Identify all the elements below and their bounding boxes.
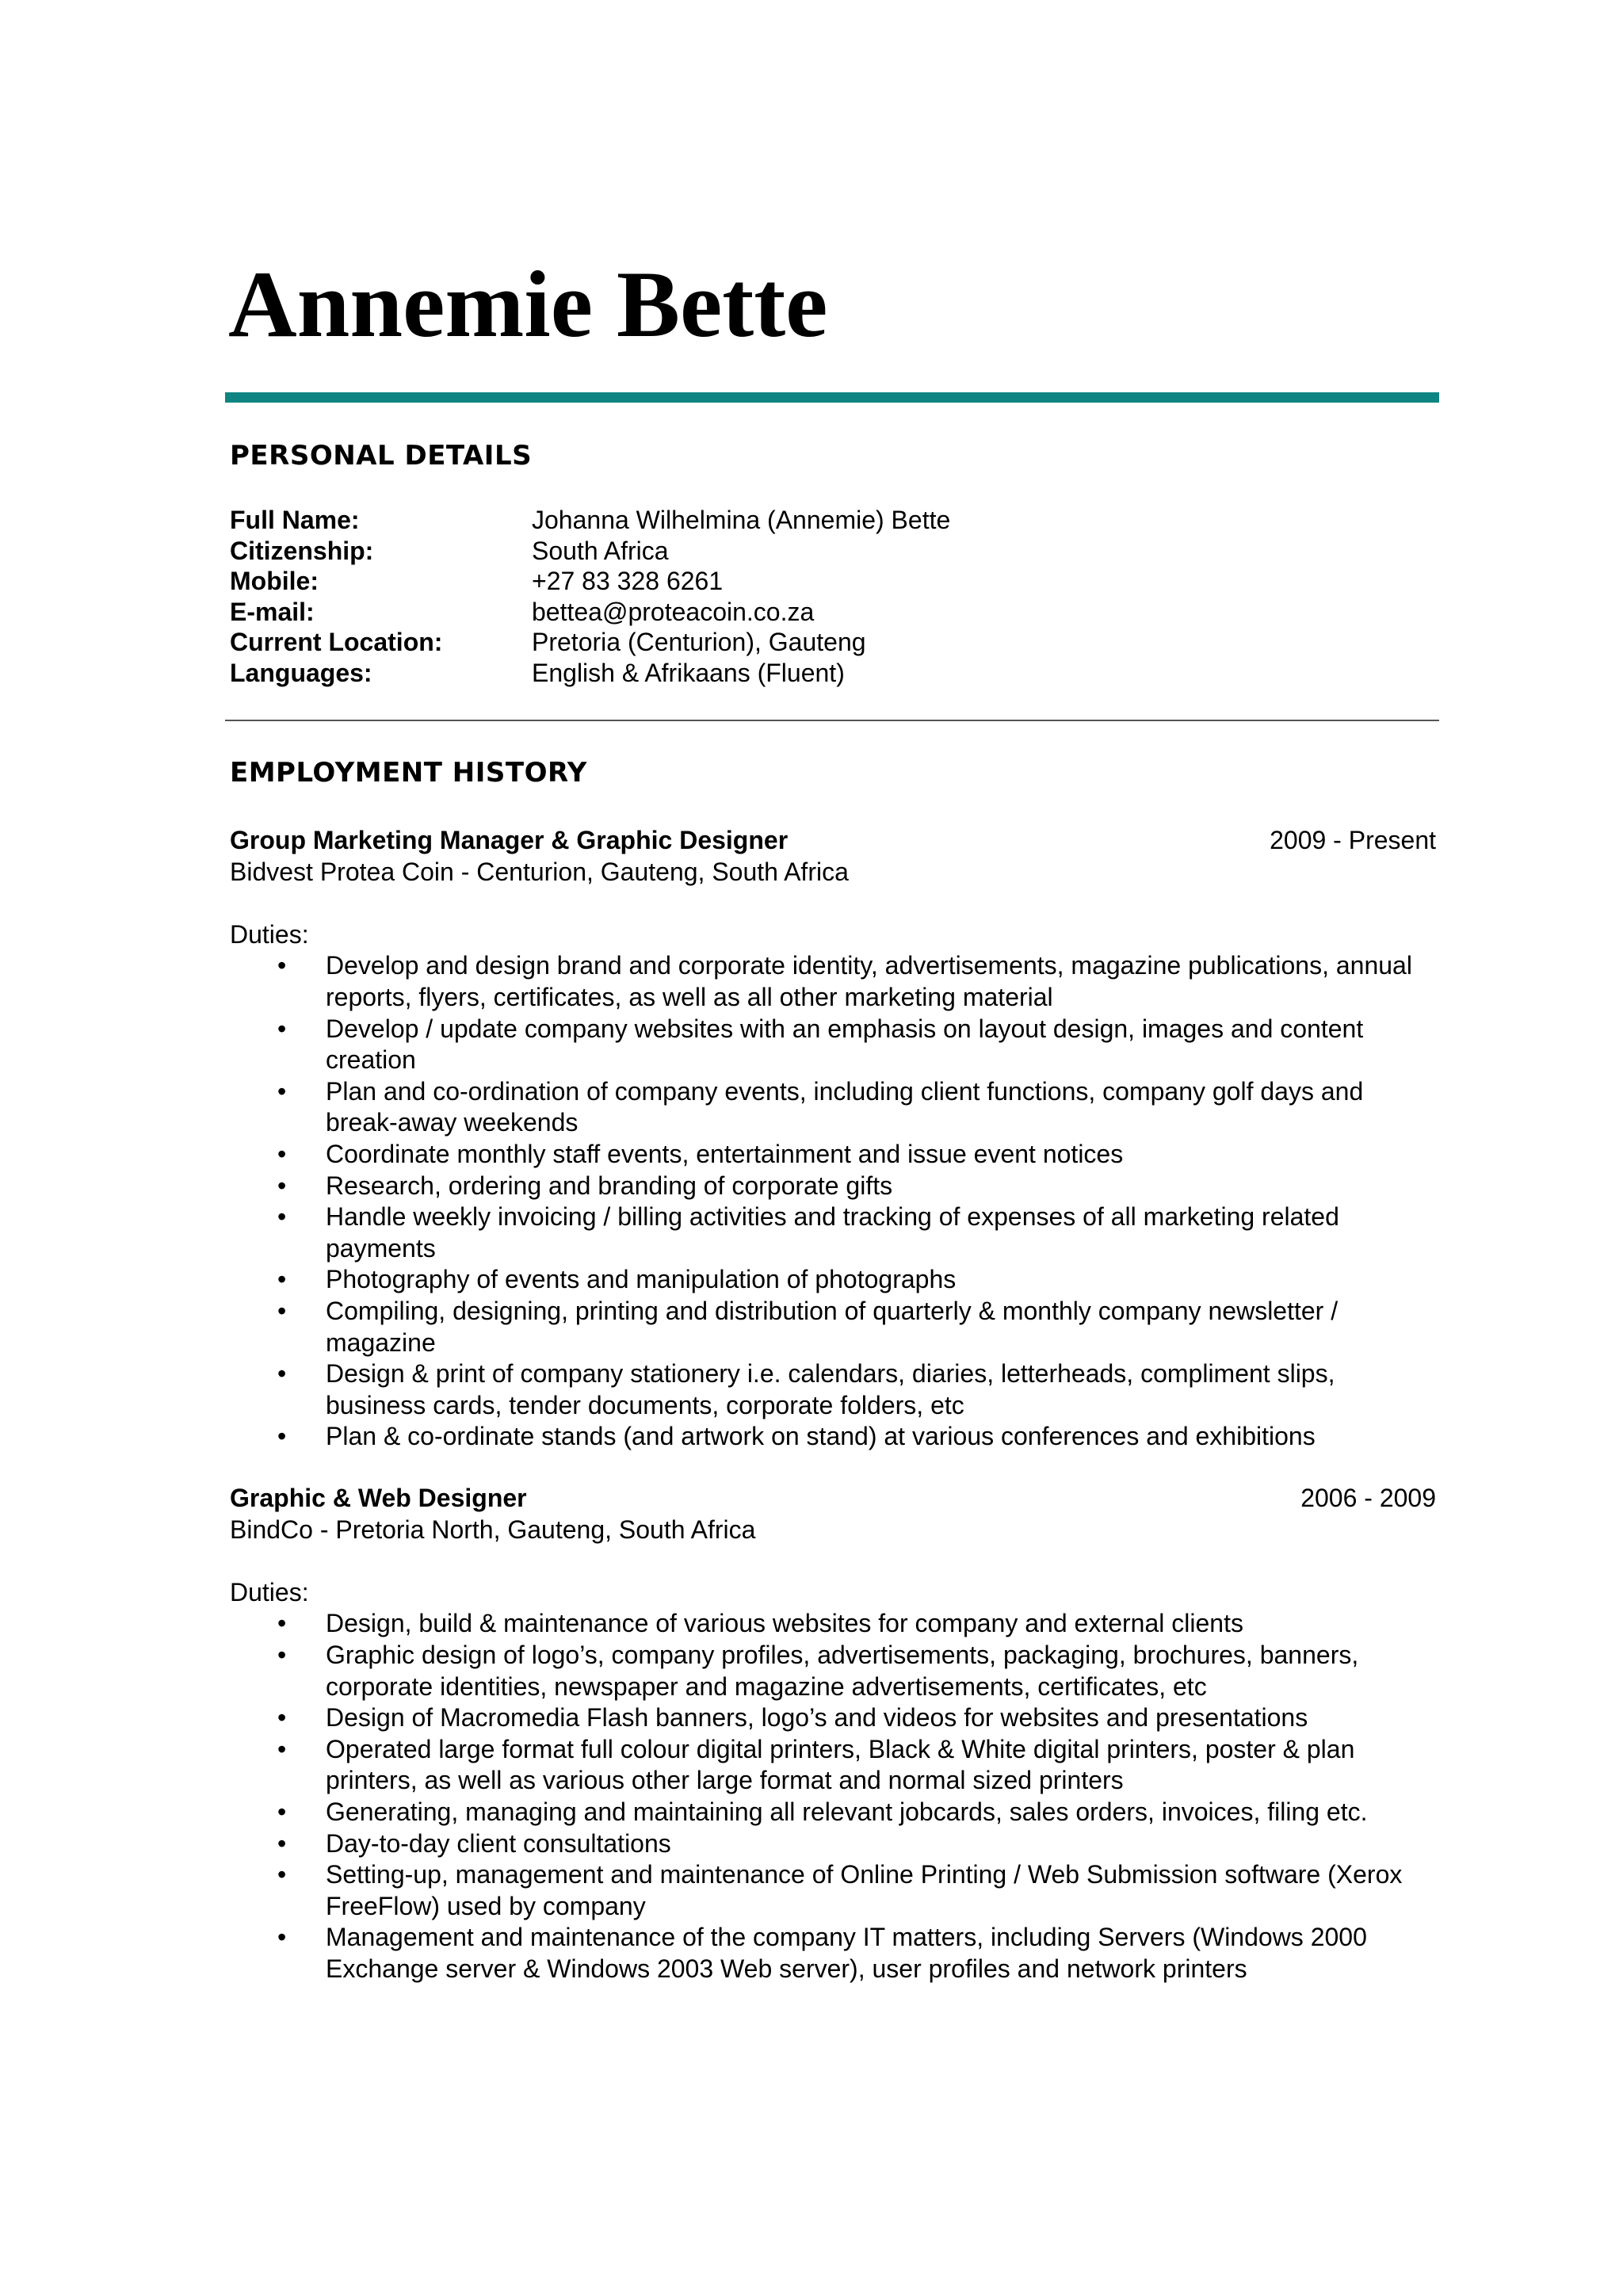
- detail-value: bettea@proteacoin.co.za: [532, 597, 815, 626]
- detail-label: Full Name:: [230, 506, 360, 534]
- detail-row-email: [230, 597, 1419, 628]
- duty-item: • Generating, managing and maintaining all relevant jobcards, sales orders, invoices, filing etc.: [230, 1797, 1435, 1828]
- duty-item: • Design, build & maintenance of various websites for company and external clients: [230, 1608, 1435, 1640]
- duty-item: • Day-to-day client consultations: [230, 1828, 1435, 1860]
- job-period: 2006 - 2009: [1300, 1484, 1436, 1512]
- personal-details-heading: PERSONAL DETAILS: [230, 440, 533, 472]
- duty-item: • Develop and design brand and corporate identity, advertisements, magazine publications, annual reports, flyers, certificates, as well as all other marketing material: [230, 950, 1435, 1013]
- detail-value: Pretoria (Centurion), Gauteng: [532, 628, 866, 657]
- duty-item: • Setting-up, management and maintenance of Online Printing / Web Submission software (Xerox FreeFlow) used by company: [230, 1859, 1435, 1922]
- job-entry: [230, 825, 1439, 1453]
- candidate-name: Annemie Bette: [228, 251, 828, 357]
- duty-item: • Coordinate monthly staff events, entertainment and issue event notices: [230, 1139, 1435, 1171]
- duty-item: • Design of Macromedia Flash banners, logo’s and videos for websites and presentations: [230, 1702, 1435, 1734]
- detail-label: Citizenship:: [230, 536, 374, 565]
- duty-item: • Operated large format full colour digital printers, Black & White digital printers, poster & plan printers, as well as various other large format and normal sized printers: [230, 1734, 1435, 1797]
- duty-item: • Management and maintenance of the company IT matters, including Servers (Windows 2000 Exchange server & Windows 2003 Web server), user profiles and network printers: [230, 1922, 1435, 1985]
- duties-list: [230, 1608, 1439, 1985]
- job-company: BindCo - Pretoria North, Gauteng, South Africa: [230, 1515, 756, 1544]
- detail-row-current-location: [230, 627, 1419, 658]
- detail-label: E-mail:: [230, 597, 315, 626]
- job-title: Group Marketing Manager & Graphic Designer: [230, 826, 789, 854]
- job-entry: [230, 1483, 1439, 1985]
- job-header: [230, 825, 1436, 857]
- detail-value: English & Afrikaans (Fluent): [532, 658, 845, 687]
- duty-item: • Compiling, designing, printing and distribution of quarterly & monthly company newsletter / magazine: [230, 1296, 1435, 1358]
- duty-item: • Plan and co-ordination of company events, including client functions, company golf days and break-away weekends: [230, 1076, 1435, 1139]
- duty-item: • Research, ordering and branding of corporate gifts: [230, 1171, 1435, 1202]
- personal-details-table: [230, 505, 1419, 689]
- detail-label: Languages:: [230, 658, 372, 687]
- duty-item: • Plan & co-ordinate stands (and artwork on stand) at various conferences and exhibitions: [230, 1421, 1435, 1453]
- duties-list: [230, 950, 1439, 1453]
- detail-row-full-name: [230, 505, 1419, 536]
- detail-value: South Africa: [532, 536, 669, 565]
- header-rule: [225, 392, 1439, 403]
- job-title: Graphic & Web Designer: [230, 1484, 527, 1512]
- job-period: 2009 - Present: [1270, 826, 1436, 854]
- detail-row-citizenship: [230, 536, 1419, 567]
- detail-row-mobile: [230, 566, 1419, 597]
- employment-history-heading: EMPLOYMENT HISTORY: [230, 757, 587, 789]
- duty-item: • Design & print of company stationery i.e. calendars, diaries, letterheads, compliment slips, business cards, tender documents, corporate folders, etc: [230, 1358, 1435, 1421]
- detail-value: +27 83 328 6261: [532, 567, 724, 596]
- detail-row-languages: [230, 658, 1419, 689]
- duty-item: • Handle weekly invoicing / billing activities and tracking of expenses of all marketing related payments: [230, 1201, 1435, 1264]
- job-header: [230, 1483, 1436, 1515]
- duty-item: • Photography of events and manipulation of photographs: [230, 1264, 1435, 1296]
- duty-item: • Graphic design of logo’s, company profiles, advertisements, packaging, brochures, banners, corporate identities, newspaper and magazine advertisements, certificates, etc: [230, 1640, 1435, 1702]
- detail-label: Current Location:: [230, 628, 443, 657]
- duty-item: • Develop / update company websites with an emphasis on layout design, images and content creation: [230, 1014, 1435, 1076]
- detail-value: Johanna Wilhelmina (Annemie) Bette: [532, 506, 951, 534]
- section-divider: [225, 720, 1439, 721]
- duties-label: Duties:: [230, 1577, 309, 1606]
- job-company: Bidvest Protea Coin - Centurion, Gauteng, South Africa: [230, 857, 849, 886]
- duties-label: Duties:: [230, 919, 309, 949]
- detail-label: Mobile:: [230, 567, 319, 596]
